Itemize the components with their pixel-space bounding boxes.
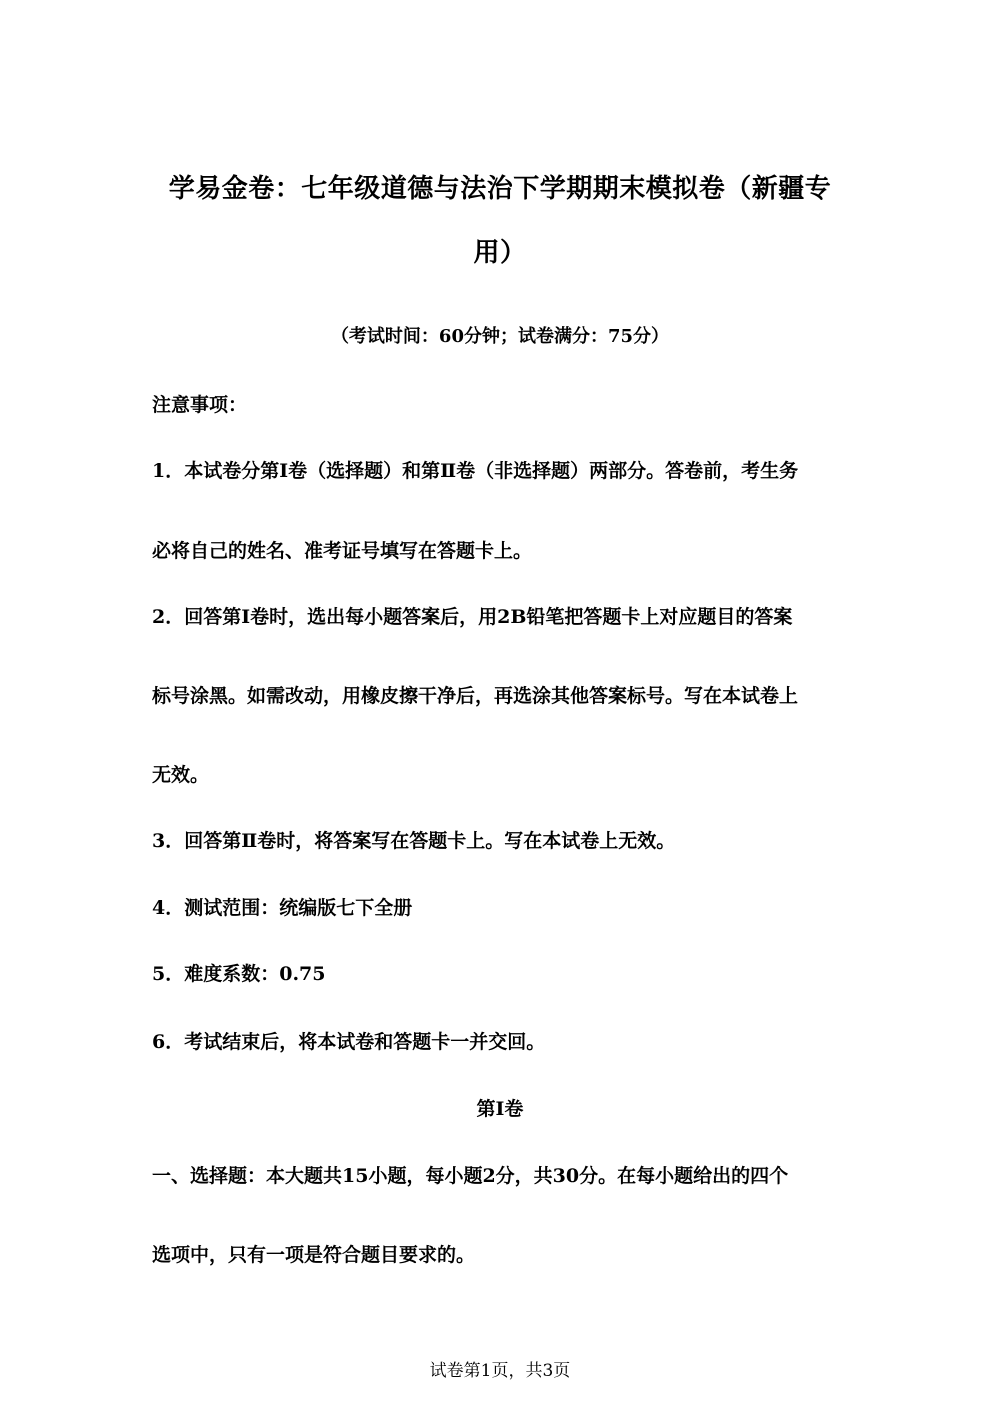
- section-heading: 第Ⅰ卷: [476, 1098, 524, 1120]
- note-line: 3．回答第Ⅱ卷时，将答案写在答题卡上。写在本试卷上无效。: [152, 830, 676, 852]
- note-line: 必将自己的姓名、准考证号填写在答题卡上。: [152, 540, 533, 562]
- section-instruction-line: 一、选择题：本大题共15小题，每小题2分，共30分。在每小题给出的四个: [152, 1165, 789, 1187]
- page-footer: 试卷第1页，共3页: [429, 1361, 571, 1381]
- note-line: 5．难度系数：0.75: [152, 963, 326, 985]
- note-line: 无效。: [152, 764, 210, 786]
- section-instruction-line: 选项中，只有一项是符合题目要求的。: [152, 1244, 476, 1266]
- notice-heading: 注意事项：: [152, 394, 248, 416]
- note-line: 2．回答第Ⅰ卷时，选出每小题答案后，用2B铅笔把答题卡上对应题目的答案: [152, 606, 793, 628]
- exam-title-line-2: 用）: [473, 238, 527, 268]
- note-line: 1．本试卷分第Ⅰ卷（选择题）和第Ⅱ卷（非选择题）两部分。答卷前，考生务: [152, 460, 799, 482]
- exam-title-line-1: 学易金卷：七年级道德与法治下学期期末模拟卷（新疆专: [168, 174, 832, 204]
- note-line: 标号涂黑。如需改动，用橡皮擦干净后，再选涂其他答案标号。写在本试卷上: [152, 685, 799, 707]
- note-line: 4．测试范围：统编版七下全册: [152, 897, 413, 919]
- exam-time-and-score: （考试时间：60分钟；试卷满分：75分）: [330, 326, 670, 347]
- note-line: 6．考试结束后，将本试卷和答题卡一并交回。: [152, 1031, 546, 1053]
